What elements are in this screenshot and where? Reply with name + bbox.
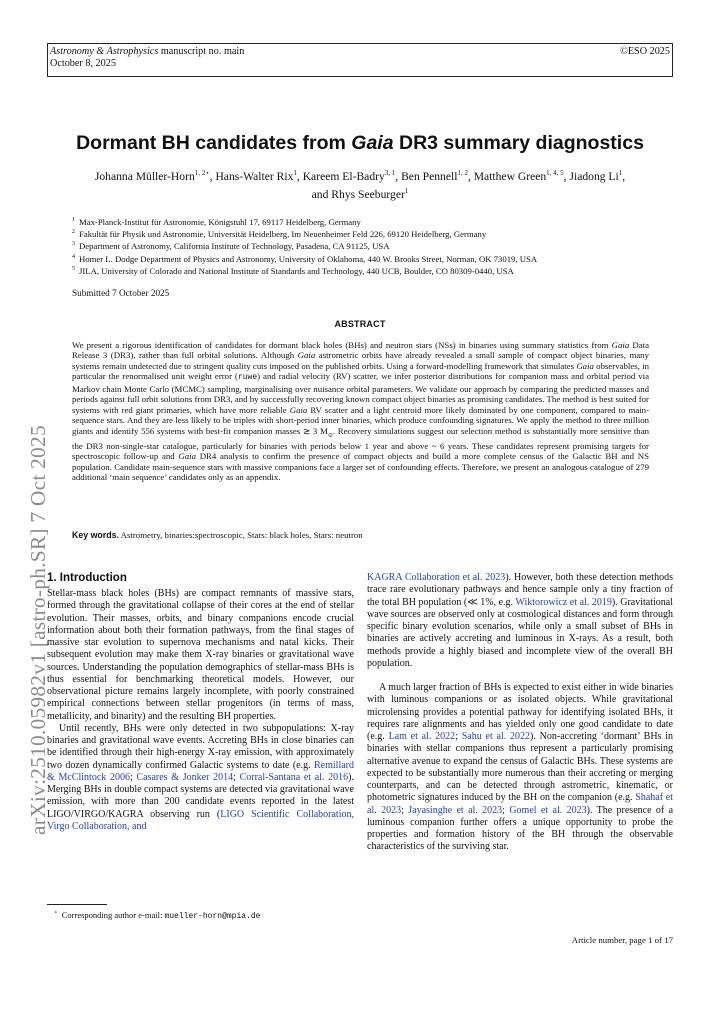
abstract-part: . Recovery simulations suggest our selection method is substantially more sensitive than the DR3 non-single-star catalogue, particularly for binaries with periods below 1 year and above ~ 6 years. These candidates represent promising targets for spectroscopic follow-up and xyxy=(72,425,649,462)
intro-text: ). Non-accreting ‘dormant’ BHs in binaries with stellar companions thus represent a particularly promising alternative avenue to expand the census of Galactic BHs. These systems are expected to be substantially more numerous than their accreting or merging counterparts, and can be detected through astrometric, kinematic, or photometric signatures induced by the BH on the companion (e.g. xyxy=(367,731,674,804)
abstract-gaia: Gaia xyxy=(178,451,196,462)
citation-link[interactable]: Jayasinghe et al. 2023 xyxy=(408,804,503,816)
abstract-gaia: Gaia xyxy=(297,350,316,361)
right-column xyxy=(367,572,673,854)
footnote-email: mueller-horn@mpia.de xyxy=(164,911,261,921)
affiliation-number: 2 xyxy=(72,229,75,236)
title-gaia: Gaia xyxy=(351,132,394,154)
author-affil: 1 xyxy=(293,169,297,177)
affiliation-number: 5 xyxy=(72,265,75,272)
affiliation xyxy=(72,239,672,251)
intro-text: ; xyxy=(401,804,409,816)
citation-link[interactable]: Shahaf et al. 2023 xyxy=(367,792,673,816)
abstract-part: Data Release 3 (DR3), rather than full orbital solutions. Although xyxy=(72,340,649,361)
author-affil: 1, 4, 5 xyxy=(546,169,564,177)
author-list xyxy=(47,166,673,203)
author: Johanna Müller-Horn xyxy=(94,169,195,183)
author: , Jiadong Li xyxy=(563,169,619,183)
abstract-part: ) and radial velocity (RV) scatter, we infer posterior distributions for companion mass and orbital period via Markov chain Monte Carlo (MCMC) sampling, marginalising over nuisance orbital parameters. We validate our approach by comparing the predicted masses and periods against full orbit solutions from DR3, and by successfully recovering known compact object binaries as promising candidates. The method is best suited for systems with red giant primaries, which have more reliable xyxy=(72,371,649,415)
left-column xyxy=(47,571,354,833)
intro-paragraph: Stellar-mass black holes (BHs) are compact remnants of massive stars, formed through the gravitational collapse of their cores at the end of stellar evolution. Their masses, orbits, and binary companions encode crucial information about both their formation pathways, from the final stages of massive star evolution to supernova mechanisms and natal kicks. Their subsequent evolution may make them X-ray binaries or gravitational wave sources. Understanding the population demographics of stellar-mass BHs is thus essential for benchmarking theoretical models. However, our observational picture remains largely incomplete, with poorly constrained empirical connections between stellar progenitors (in terms of mass, metallicity, and binarity) and the resulting BH properties. xyxy=(47,588,354,722)
abstract-gaia: Gaia xyxy=(576,360,594,371)
affiliation-text: Fakultät für Physik und Astronomie, Universität Heidelberg, Im Neuenheimer Feld 226, 69120 Heidelberg, Germany xyxy=(79,229,487,240)
page-footer: Article number, page 1 of 17 xyxy=(571,935,673,945)
affiliation-number: 3 xyxy=(72,241,75,248)
affiliation-text: Department of Astronomy, California Institute of Technology, Pasadena, CA 91125, USA xyxy=(79,241,390,252)
citation-link[interactable]: Casares & Jonker 2014 xyxy=(136,771,234,783)
citation-link[interactable]: Sahu et al. 2022 xyxy=(461,731,531,742)
solar-mass-symbol: ⊙ xyxy=(327,432,333,439)
intro-text: ). Gravitational wave sources are observed only at cosmological distances and form through specific binary evolution scenarios, while only a small subset of BHs in binaries are actively accreting and luminous in X-rays. As a result, both methods provide a highly biased and incomplete view of the overall BH population. xyxy=(367,596,673,669)
affiliation-text: Homer L. Dodge Department of Physics and Astronomy, University of Oklahoma, 440 W. Brooks Street, Norman, OK 73019, USA xyxy=(79,253,538,264)
abstract-gaia: Gaia xyxy=(289,404,308,415)
title-part: Dormant BH candidates from xyxy=(76,132,352,154)
intro-text: ; xyxy=(455,731,462,742)
copyright: ©ESO 2025 xyxy=(620,46,670,57)
paragraph-gap xyxy=(367,670,673,682)
abstract-part: We present a rigorous identification of candidates for dormant black holes (BHs) and neutron stars (NSs) in binaries using summary statistics from xyxy=(72,340,612,350)
footnote-text: Corresponding author e-mail: xyxy=(61,909,165,920)
footnote-rule xyxy=(47,904,107,905)
keywords-label: Key words. xyxy=(72,530,119,540)
intro-paragraph-cont xyxy=(367,572,673,670)
arxiv-side-stamp: arXiv:2510.05982v1 [astro-ph.SR] 7 Oct 2025 xyxy=(26,425,50,835)
affiliation-number: 4 xyxy=(72,253,75,260)
author: , Ben Pennell xyxy=(395,169,458,183)
author-affil: 1 xyxy=(404,187,409,196)
citation-link[interactable]: Gomel et al. 2023 xyxy=(509,804,587,816)
abstract-part: observables, in particular the renormalised unit weight error ( xyxy=(72,360,649,382)
citation-link[interactable]: LIGO Scientific Collaboration, Virgo Collaboration, and xyxy=(47,808,354,832)
intro-text: ). Merging BHs in double compact systems are detected via gravitational wave emission, with more than 200 candidate events reported in the latest LIGO/VIRGO/KAGRA observing run ( xyxy=(47,771,355,820)
citation-link[interactable]: Lam et al. 2022 xyxy=(388,731,456,742)
affiliation xyxy=(72,215,672,227)
keywords xyxy=(72,530,649,541)
affiliation-text: Max-Planck-Institut für Astronomie, Königstuhl 17, 69117 Heidelberg, Germany xyxy=(79,216,361,227)
header-journal-line xyxy=(50,46,670,58)
abstract-ruwe: ruwe xyxy=(237,373,258,383)
title-part: DR3 summary diagnostics xyxy=(393,132,644,154)
intro-text: A much larger fraction of BHs is expected to exist either in wide binaries with luminous companions or as isolated objects. While gravitational microlensing provides a potential pathway for identifying isolated BHs, it requires rare alignments and has yielded only one good candidate to date (e.g. xyxy=(367,682,673,742)
intro-text: Until recently, BHs were only detected in two subpopulations: X-ray binaries and gravitational wave events. Accreting BHs in close binaries can be identified through their high-energy X-ray emission, with approximately two dozen dynamically confirmed Galactic systems to date (e.g. xyxy=(47,722,354,771)
affiliation-list xyxy=(72,215,672,276)
intro-text: ; xyxy=(233,771,240,783)
intro-text: ; xyxy=(129,771,137,783)
author: and Rhys Seeburger xyxy=(311,188,405,202)
journal-name: Astronomy & Astrophysics xyxy=(50,46,159,57)
citation-link[interactable]: Remillard & McClintock 2006 xyxy=(47,759,354,783)
abstract-part: astrometric orbits have already revealed a small sample of compact object binaries, many systems remain undetected due to stringent quality cuts imposed on the published orbits. Using a forward-modelling framework that simulates xyxy=(72,350,649,371)
manuscript-label: manuscript no. main xyxy=(158,46,245,57)
intro-text: ). However, both these detection methods trace rare evolutionary pathways and hence sample only a tiny fraction of the total BH population (≪ 1%, e.g. xyxy=(367,572,673,608)
citation-link[interactable]: Wiktorowicz et al. 2019 xyxy=(515,596,612,608)
abstract-heading: ABSTRACT xyxy=(334,319,386,329)
header-box xyxy=(47,43,673,77)
section-heading: 1. Introduction xyxy=(47,572,127,584)
intro-text: ). The presence of a luminous companion further offers a unique opportunity to probe the properties and formation history of the BH through the observable characteristics of the surviving star. xyxy=(367,804,674,853)
author-affil: 1, 2⋆ xyxy=(194,169,210,177)
author-affil: 1 xyxy=(618,169,623,177)
citation-link[interactable]: Corral-Santana et al. 2016 xyxy=(239,771,349,783)
intro-text: ; xyxy=(502,804,510,816)
footnote-mark: ⋆ xyxy=(54,910,58,916)
author: , Matthew Green xyxy=(467,169,547,183)
intro-paragraph xyxy=(367,682,673,854)
author-affil: 1, 2 xyxy=(457,169,468,177)
author: , Hans-Walter Rix xyxy=(209,169,294,183)
submitted-date: Submitted 7 October 2025 xyxy=(72,288,170,298)
author: , Kareem El-Badry xyxy=(296,169,385,183)
affiliation xyxy=(72,227,672,239)
citation-link[interactable]: KAGRA Collaboration et al. 2023 xyxy=(367,572,506,583)
abstract-part: RV scatter and a light centroid more likely dominated by one component, compared to main-sequence stars. And they are less likely to be triples with short-period inner binaries, which produce confounding signatures. We apply the method to three million giants and identify 556 systems with best-fit companion masses ≳ 3 M xyxy=(72,404,649,436)
affiliation-number: 1 xyxy=(72,217,75,223)
author-sep: , xyxy=(622,169,626,183)
abstract-gaia: Gaia xyxy=(611,340,630,350)
abstract-text xyxy=(72,340,649,483)
keywords-text: Astrometry, binaries:spectroscopic, Stars: black holes, Stars: neutron xyxy=(120,530,363,540)
paper-title xyxy=(47,131,673,155)
affiliation-text: JILA, University of Colorado and National Institute of Standards and Technology, 440 UCB, Boulder, CO 80309-0440, USA xyxy=(79,265,514,276)
affiliation xyxy=(72,264,672,276)
abstract-part: DR4 analysis to confirm the presence of compact objects and build a more complete census of the Galactic BH and NS population. Candidate main-sequence stars with massive companions face a larger set of confounding effects. Therefore, we present an analogous catalogue of 279 additional ‘main sequence’ candidates only as an appendix. xyxy=(72,451,649,483)
intro-paragraph xyxy=(47,723,354,833)
affiliation xyxy=(72,252,672,264)
header-date: October 8, 2025 xyxy=(50,58,116,69)
footnote xyxy=(54,909,260,921)
author-affil: 3, 1 xyxy=(384,169,396,177)
